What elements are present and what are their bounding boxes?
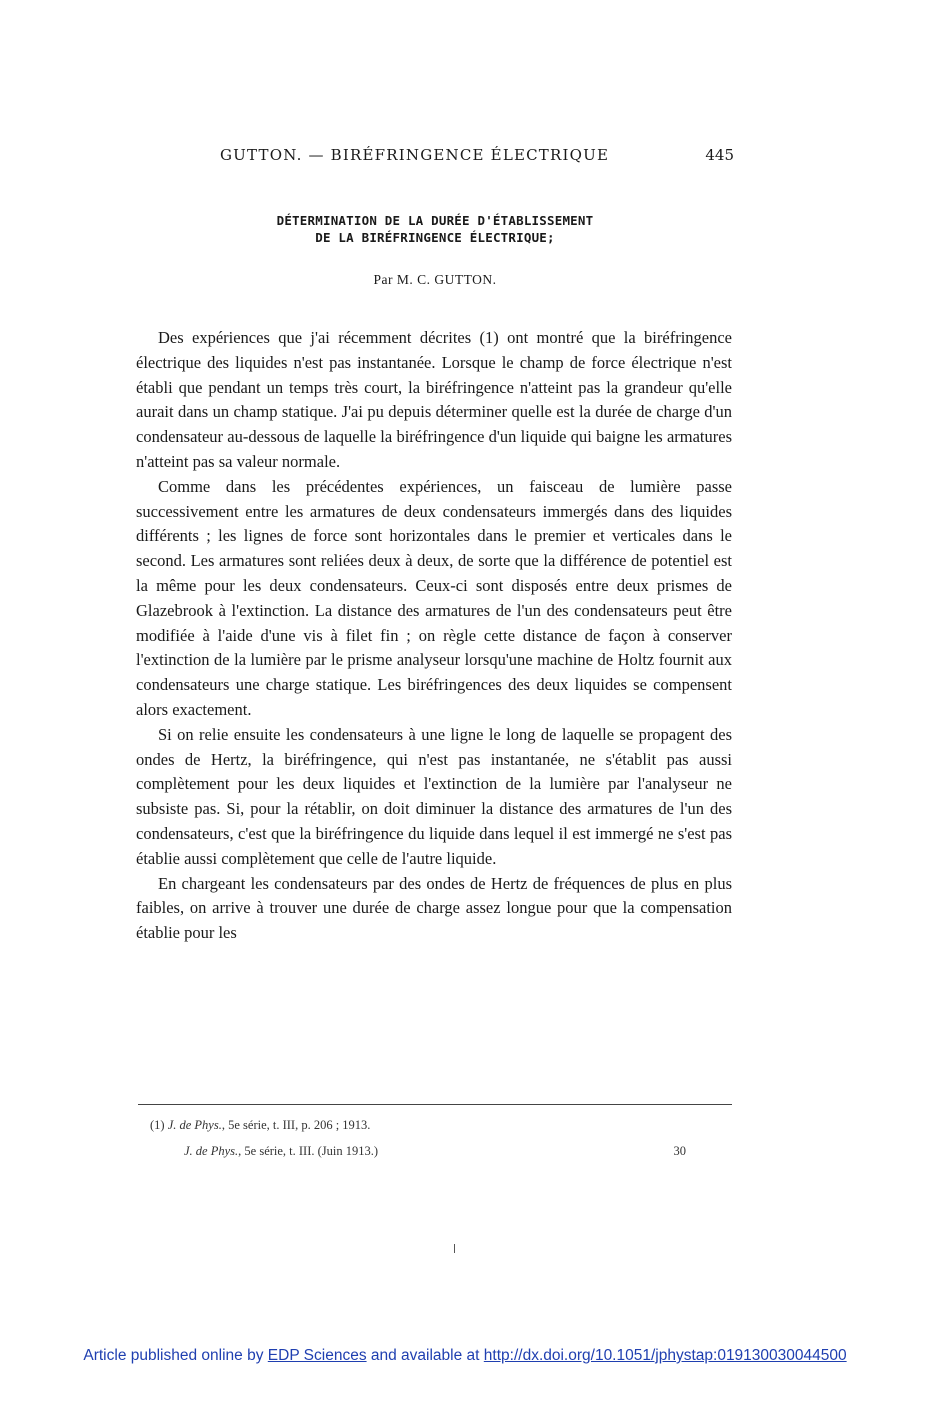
footnote-divider <box>138 1104 732 1105</box>
footnote-journal: J. de Phys. <box>167 1118 222 1132</box>
article-body <box>136 326 732 946</box>
paragraph: Des expériences que j'ai récemment décrites (1) ont montré que la biréfringence électrique des liquides n'est pas instantanée. Lorsque le champ de force électrique n'est établi que pendant un temps très court, la biréfringence n'atteint pas la grandeur qu'elle aurait dans un champ statique. J'ai pu depuis déterminer quelle est la durée de charge d'un condensateur au-dessous de laquelle la biréfringence d'un liquide qui baigne les armatures n'atteint pas sa valeur normale. <box>136 328 732 471</box>
running-head <box>136 146 734 168</box>
page-number: 445 <box>705 146 734 164</box>
paragraph: Si on relie ensuite les condensateurs à une ligne le long de laquelle se propagent des ondes de Hertz, la biréfringence, qui n'est pas instantanée, ne s'établit pas aussi complètement pour les deux liquides et l'extinction de la lumière par l'analyseur ne subsiste pas. Si, pour la rétablir, on doit diminuer la distance des armatures de l'un des condensateurs, c'est que la biréfringence du liquide dans lequel il est immergé ne s'est pas établie aussi complètement que celle de l'autre liquide. <box>136 724 732 868</box>
paragraph: Comme dans les précédentes expériences, un faisceau de lumière passe successivement entre les armatures de deux condensateurs immergés dans des liquides différents ; les lignes de force sont horizontales dans le premier et verticales dans le second. Les armatures sont reliées deux à deux, de sorte que la différence de potentiel est la même pour les deux condensateurs. Ceux-ci sont disposés entre deux prismes de Glazebrook à l'extinction. La distance des armatures de l'un des condensateurs peut être modifiée à l'aide d'une vis à filet fin ; on règle cette distance de façon à conserver l'extinction de la lumière par le prisme analyseur lorsqu'une machine de Holtz fournit aux condensateurs une charge statique. Les biréfringences des deux liquides se compensent alors exactement. <box>136 476 732 719</box>
footnote-reference: , 5e série, t. III, p. 206 ; 1913. <box>221 1118 371 1132</box>
paragraph: En chargeant les condensateurs par des ondes de Hertz de fréquences de plus en plus faibles, on arrive à trouver une durée de charge assez longue pour que la compensation établie pour les <box>136 873 732 943</box>
article-title-line-2: DE LA BIRÉFRINGENCE ÉLECTRIQUE; <box>315 230 555 245</box>
footnote-marker: (1) <box>150 1118 165 1132</box>
doi-link[interactable]: http://dx.doi.org/10.1051/jphystap:019130030044500 <box>483 1347 847 1364</box>
author-byline: Par M. C. GUTTON. <box>373 272 497 287</box>
banner-middle: and available at <box>370 1347 480 1364</box>
running-head-title: GUTTON. — BIRÉFRINGENCE ÉLECTRIQUE <box>220 146 610 164</box>
article-title-line-1: DÉTERMINATION DE LA DURÉE D'ÉTABLISSEMENT <box>276 213 594 228</box>
printer-mark <box>454 1244 455 1253</box>
journal-name: J. de Phys. <box>184 1144 239 1158</box>
signature-number: 30 <box>673 1144 686 1158</box>
article-title <box>136 212 734 246</box>
banner-prefix: Article published online by <box>83 1347 264 1364</box>
publication-banner <box>0 1347 930 1365</box>
journal-issue: , 5e série, t. III. (Juin 1913.) <box>238 1144 379 1158</box>
journal-signature-line <box>184 1144 686 1162</box>
footnote <box>150 1118 710 1133</box>
publisher-link[interactable]: EDP Sciences <box>267 1347 367 1364</box>
